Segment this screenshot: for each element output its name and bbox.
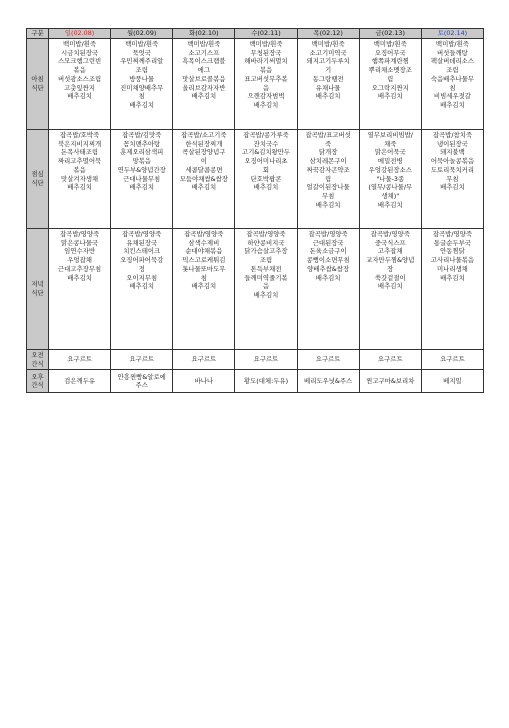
menu-item: 통글순두부국 (433, 238, 471, 247)
menu-item: 임연수자반 (64, 247, 95, 256)
menu-item: 우엉잡채 (67, 256, 92, 265)
menu-item: 꼼치맨추아탕 (123, 139, 161, 148)
afternoon-snack-row (27, 370, 484, 393)
menu-item: 찐고구마&보리차 (366, 377, 415, 386)
menu-item: 유채나물 (315, 83, 341, 92)
menu-item: 소고기스프 (188, 48, 220, 57)
menu-item: 맑은어묵국 (374, 148, 406, 157)
day-header-sun: 일(02.08) (49, 29, 111, 39)
menu-item: 배추김치 (191, 92, 217, 101)
menu-item: 배추김치 (67, 183, 92, 192)
menu-item: (열무/콩나물/무 (368, 183, 413, 192)
day-header-fri: 금(02.13) (359, 29, 421, 39)
menu-item: 음 (262, 282, 270, 291)
menu-item: 무침 (321, 191, 335, 200)
menu-item: 모둠야채쌈&쌈장 (179, 174, 228, 183)
breakfast-cell-sat (421, 39, 483, 130)
breakfast-cell-wed (235, 39, 297, 130)
row-label-line: 오후 (31, 372, 44, 381)
menu-item: 북은지비지찌개 (57, 139, 102, 148)
lunch-cell-sat (421, 130, 483, 229)
menu-item: 잡곡밥/영양죽 (308, 230, 348, 238)
row-label-line: 식단 (31, 84, 44, 92)
menu-item: 시금치된장국 (61, 48, 99, 57)
menu-item: 유채된장국 (126, 238, 158, 247)
menu-item: 배추김치 (440, 273, 465, 282)
menu-item: 톳나물또마도무 (182, 264, 226, 273)
menu-item: 잡곡밥/표고버섯 (305, 131, 351, 139)
menu-item: 돼지고기두루치 (306, 57, 350, 66)
menu-item: 쑥갓겉절이 (374, 273, 406, 282)
dinner-cell-wed (235, 229, 297, 350)
day-header-thu: 목(02.12) (297, 29, 359, 39)
menu-item: 잔치국수 (253, 139, 279, 148)
menu-item: 메밀전병 (377, 157, 403, 166)
breakfast-cell-thu (297, 39, 359, 130)
dinner-cell-sun (49, 229, 111, 350)
menu-item: 미나리생채 (436, 264, 468, 273)
menu-item: 배추김치 (377, 282, 403, 291)
menu-item: 우엉강된장소스 (368, 165, 412, 174)
menu-item: 동그랑땡전 (312, 74, 344, 83)
menu-item: 침 (138, 92, 145, 101)
row-label-line: 오전 (31, 351, 44, 359)
menu-item: 얼갈이된장나물 (306, 183, 350, 192)
menu-item: 배추김치 (440, 100, 465, 109)
menu-item: 백미밥/흰죽 (125, 40, 159, 48)
menu-item: 볶음 (259, 66, 273, 75)
menu-item: 생채)" (381, 191, 400, 200)
menu-item: 잡곡밥/영양죽 (246, 230, 286, 238)
menu-item: 짜리고추멸어묵 (57, 157, 102, 166)
menu-item: 콩뻥이소면무침 (306, 256, 350, 265)
menu-item: 채죽 (384, 139, 397, 148)
menu-item: 배추김치 (129, 282, 155, 291)
menu-item: 침 (200, 273, 207, 282)
menu-item: 우민찌께주리알 (120, 57, 164, 66)
menu-item: 중국식스프 (374, 238, 406, 247)
day-header-wed: 수(02.11) (235, 29, 297, 39)
menu-item: 세콤달콤콩면 (185, 165, 223, 174)
menu-item: 안흥찐빵&알로에 (117, 372, 166, 381)
menu-item: 조림 (446, 66, 459, 75)
menu-item: 정 (138, 264, 145, 273)
menu-item: 팩살버데리소스 (430, 57, 475, 66)
menu-item: 배추김치 (315, 273, 341, 282)
menu-item: 잡곡밥/호박죽 (59, 131, 100, 139)
menu-item: 고기&김치왕만두 (241, 148, 291, 157)
menu-item: 톤득부채전 (250, 264, 282, 273)
snack_afternoon-cell-fri (359, 370, 421, 393)
dinner-label (27, 229, 49, 350)
menu-item: 잡곡밥/영양죽 (122, 230, 162, 238)
menu-item: 배추김치 (253, 183, 279, 192)
breakfast-cell-sun (49, 39, 111, 130)
menu-item: 짜꾹감자곤약조 (306, 165, 350, 174)
lunch-cell-thu (297, 130, 359, 229)
menu-item: 들깨미역줄기볶 (244, 273, 288, 282)
menu-item: 배추김치 (315, 92, 341, 101)
menu-item: "나물-3종 (376, 174, 405, 183)
menu-item: 묵엇국 (132, 48, 151, 57)
dinner-row (27, 229, 484, 350)
menu-item: 조림 (259, 256, 273, 265)
menu-item: 고사리나물볶음 (430, 256, 475, 265)
row-label-line: 아침 (31, 75, 44, 84)
menu-item: 안동찜닭 (440, 247, 465, 256)
menu-item: 잡곡밥/소고기죽 (181, 131, 227, 139)
snack_afternoon-label (27, 370, 49, 393)
menu-item: 표고버섯무추볶 (244, 74, 288, 83)
menu-item: 근대나물무침 (123, 174, 161, 183)
menu-item: 오징어무국 (374, 48, 406, 57)
dinner-cell-sat (421, 229, 483, 350)
menu-item: 콕살된장양념구 (182, 148, 226, 157)
menu-item: 배추김치 (253, 290, 279, 299)
menu-item: 림 (325, 174, 332, 183)
menu-item: 배추김치 (253, 100, 279, 109)
menu-item: 근대된장국 (312, 238, 344, 247)
menu-item: 진미채양배추무 (120, 83, 164, 92)
menu-item: 오이지무침 (126, 273, 158, 282)
snack_afternoon-cell-thu (297, 370, 359, 393)
menu-item: 고추잡채 (377, 247, 403, 256)
lunch-cell-mon (111, 130, 173, 229)
breakfast-cell-tue (173, 39, 235, 130)
menu-item: 으깬감자범벅 (247, 92, 285, 101)
menu-item: 숙음배추나물무 (430, 74, 475, 83)
breakfast-cell-fri (359, 39, 421, 130)
snack_morning-cell-sat: 요구르트 (421, 350, 483, 370)
menu-item: 배추김치 (191, 282, 217, 291)
row-label-line: 식단 (31, 289, 44, 297)
weekly-meal-table (26, 28, 484, 393)
menu-item: 맛살브로콜볶음 (182, 74, 226, 83)
menu-item: 잡곡밥/영양죽 (184, 230, 224, 238)
menu-item: 잡곡밥/참치죽 (432, 131, 473, 139)
menu-item: 뿌리채소멧장조 (368, 66, 412, 75)
menu-item: 죽 (325, 139, 332, 148)
menu-item: 황도(대체:두유) (243, 377, 289, 386)
menu-item: 백미밥/흰죽 (249, 40, 283, 48)
menu-item: 단호박팝콘 (250, 174, 282, 183)
snack_morning-label (27, 350, 49, 370)
snack_morning-cell-mon: 요구르트 (111, 350, 173, 370)
menu-item: 한식된장찌개 (185, 139, 223, 148)
lunch-label (27, 130, 49, 229)
menu-item: 망볶음 (132, 157, 151, 166)
menu-item: 백미밥/흰죽 (311, 40, 345, 48)
snack_morning-cell-sun: 요구르트 (49, 350, 111, 370)
dinner-cell-tue (173, 229, 235, 350)
menu-item: 잡곡밥/영양죽 (370, 230, 410, 238)
menu-item: 배추김치 (67, 92, 92, 101)
dinner-cell-mon (111, 229, 173, 350)
menu-item: 베지밀 (443, 377, 462, 386)
row-label-line: 간식 (31, 359, 44, 368)
menu-item: 바나나 (194, 377, 214, 386)
menu-item: 장 (387, 264, 394, 273)
row-label-line: 저녁 (31, 280, 44, 289)
menu-item: 돈육소금구이 (309, 247, 347, 256)
menu-item: 훈제오리삼색피 (120, 148, 164, 157)
menu-item: 삼색수제비 (188, 238, 220, 247)
menu-item: 닭가슴살고추장 (244, 247, 288, 256)
snack_morning-cell-thu: 요구르트 (297, 350, 359, 370)
lunch-cell-sun (49, 130, 111, 229)
menu-item: 무청된장국 (250, 48, 282, 57)
snack_afternoon-cell-sat (421, 370, 483, 393)
menu-item: 베리도우넛&주스 (304, 377, 353, 386)
snack_afternoon-cell-mon (111, 370, 173, 393)
menu-item: 닭개장 (318, 148, 338, 157)
day-header-tue: 화(02.10) (173, 29, 235, 39)
menu-item: 잡곡밥/영양죽 (59, 230, 100, 238)
menu-item: 방풍나물 (129, 74, 155, 83)
menu-item: 돈목사태조림 (61, 148, 99, 157)
row-label-line: 점심 (31, 170, 44, 179)
menu-item: 오징어미나리초 (244, 157, 288, 166)
snack_afternoon-cell-tue (173, 370, 235, 393)
snack_morning-cell-fri: 요구르트 (359, 350, 421, 370)
menu-item: 배추김치 (191, 183, 217, 192)
menu-item: 배추김치 (129, 183, 155, 192)
dinner-cell-fri (359, 229, 421, 350)
snack_afternoon-cell-wed (235, 370, 297, 393)
menu-item: 볶음 (73, 165, 86, 174)
menu-item: 에그 (197, 66, 211, 75)
menu-item: 배추김치 (377, 200, 403, 209)
menu-item: 도토리묵치커리 (430, 165, 475, 174)
menu-item: 순대야채볶음 (185, 247, 223, 256)
menu-item: 버섯광소스조림 (57, 74, 102, 83)
menu-item: 잡곡밥/김맛죽 (122, 131, 162, 139)
morning-snack-row (27, 350, 484, 370)
lunch-cell-tue (173, 130, 235, 229)
menu-item: 교자만두찜&양념 (366, 256, 415, 265)
menu-item: 삼치레몬구이 (309, 157, 347, 166)
header-row (27, 29, 484, 39)
menu-item: 버섯들깨탕 (436, 48, 468, 57)
menu-item: 배추김치 (315, 200, 341, 209)
menu-item: 침 (449, 83, 456, 92)
menu-item: 배추김치 (67, 273, 92, 282)
menu-item: 잡곡밥/영양죽 (432, 230, 473, 238)
menu-item: 맛살겨자생채 (61, 174, 99, 183)
snack_morning-cell-wed: 요구르트 (235, 350, 297, 370)
lunch-row (27, 130, 484, 229)
breakfast-cell-mon (111, 39, 173, 130)
menu-item: 근대고추장무침 (57, 264, 102, 273)
menu-item: 스모크햄그린빈 (57, 57, 102, 66)
row-label-line: 간식 (31, 381, 44, 390)
menu-item: 냉이된장국 (436, 139, 468, 148)
menu-item: 오징어파어묵강 (120, 256, 164, 265)
menu-item: 검은깨두유 (64, 377, 95, 386)
snack_morning-cell-tue: 요구르트 (173, 350, 235, 370)
menu-item: 어묵아놀콩볶음 (430, 157, 475, 166)
menu-item: 햄쪽파계란찜 (371, 57, 409, 66)
breakfast-label (27, 39, 49, 130)
lunch-cell-fri (359, 130, 421, 229)
menu-item: 잡곡밥/콩가루죽 (243, 131, 289, 139)
menu-item: 조림 (135, 66, 148, 75)
row-label-line: 식단 (31, 179, 44, 187)
menu-item: 믹스고로케튀김 (182, 256, 226, 265)
menu-item: 고춧잎짠지 (64, 83, 95, 92)
breakfast-row (27, 39, 484, 130)
menu-item: 비빔세우젓갈 (433, 92, 471, 101)
menu-item: 백미밥/흰죽 (435, 40, 469, 48)
menu-item: 기 (325, 66, 332, 75)
menu-item: 치킨스테이크 (123, 247, 161, 256)
snack_afternoon-cell-sun (49, 370, 111, 393)
menu-item: 배추김치 (377, 92, 403, 101)
day-header-sat: 토(02.14) (421, 29, 483, 39)
menu-item: 주스 (135, 381, 148, 390)
lunch-cell-wed (235, 130, 297, 229)
day-header-mon: 월(02.09) (111, 29, 173, 39)
menu-item: 연두부&양념간장 (117, 165, 166, 174)
menu-item: 돼지불백 (440, 148, 465, 157)
menu-item: 하얀콩비지국 (247, 238, 285, 247)
menu-item: 양배추쌈&쌈장 (307, 264, 350, 273)
menu-item: 림 (387, 74, 394, 83)
menu-item: 이 (200, 157, 207, 166)
menu-item: 해바라기써멸치 (244, 57, 288, 66)
menu-item: 오그락지짠지 (371, 83, 409, 92)
header-label: 구분 (27, 29, 49, 39)
dinner-cell-thu (297, 229, 359, 350)
menu-item: 백미밥/흰죽 (63, 40, 97, 48)
menu-item: 백미밥/흰죽 (187, 40, 221, 48)
menu-item: 무침 (446, 174, 459, 183)
menu-item: 열무보리비빔밥/ (367, 131, 413, 139)
menu-item: 회 (262, 165, 270, 174)
menu-item: 배추김치 (129, 100, 155, 109)
menu-item: 흑목이스크램블 (182, 57, 226, 66)
menu-item: 볶음 (73, 66, 86, 75)
menu-item: 음 (262, 83, 270, 92)
menu-item: 소고기미역국 (309, 48, 347, 57)
menu-item: 배추김치 (440, 183, 465, 192)
menu-item: 백미밥/흰죽 (373, 40, 407, 48)
menu-item: 올리브감자자반 (182, 83, 226, 92)
menu-item: 맑은콩나물국 (61, 238, 99, 247)
